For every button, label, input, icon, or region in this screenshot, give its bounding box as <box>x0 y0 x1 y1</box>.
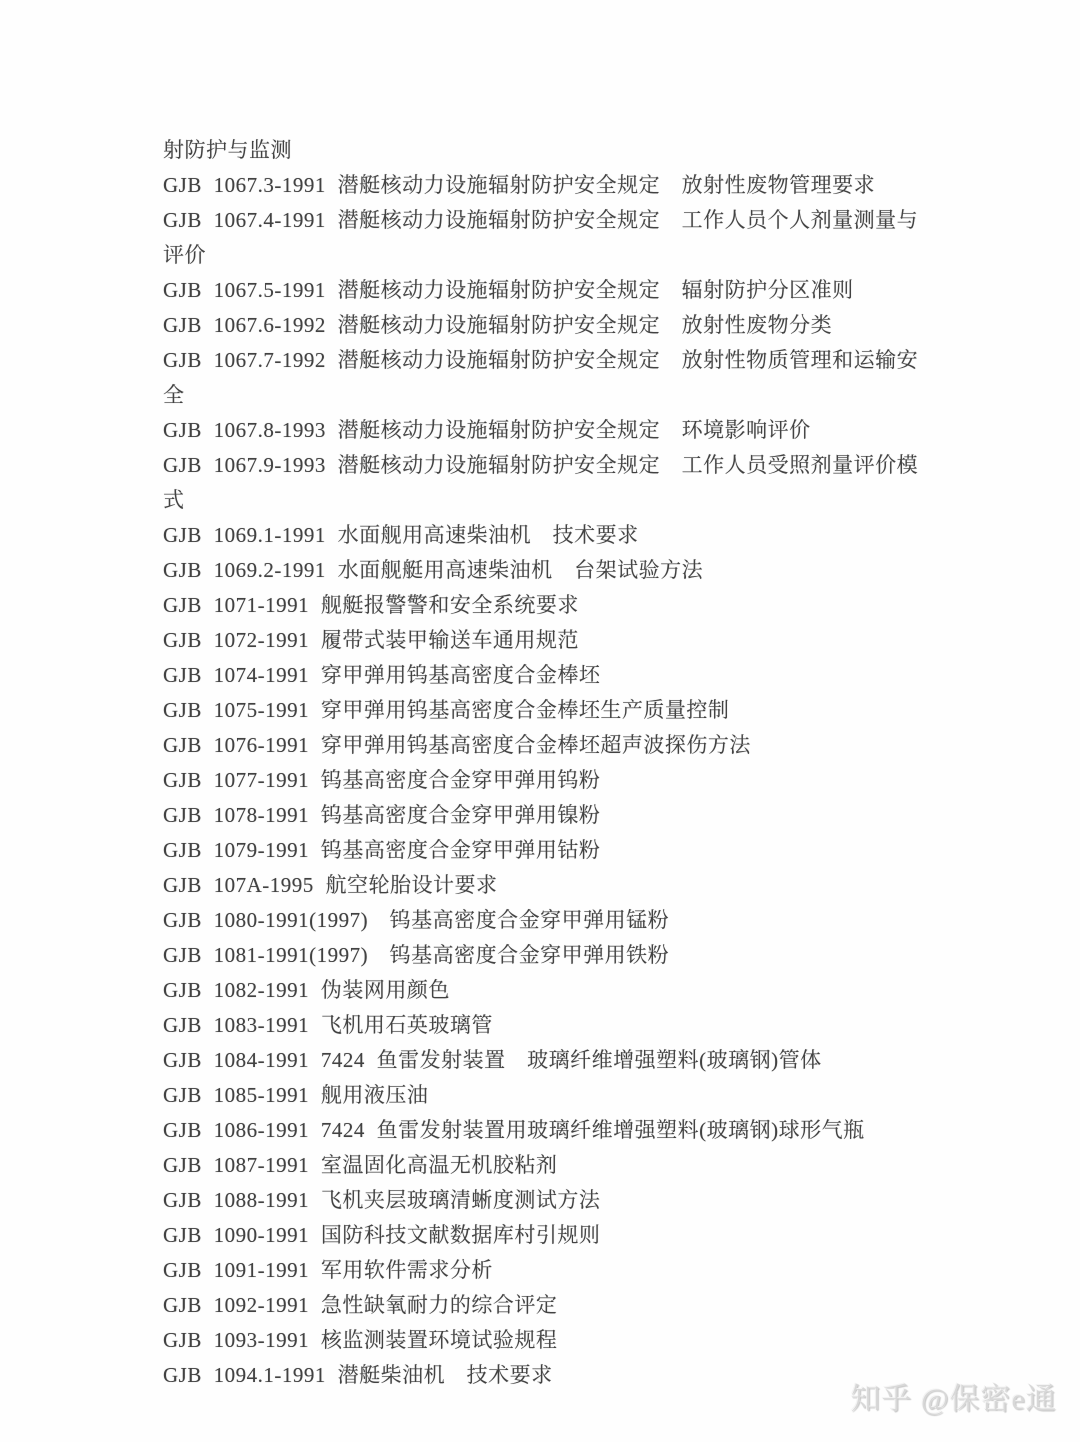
standard-line: GJB 1067.5-1991 潜艇核动力设施辐射防护安全规定 辐射防护分区准则 <box>163 278 854 302</box>
standard-line: 射防护与监测 <box>163 138 292 162</box>
standards-list <box>163 133 973 1393</box>
standard-line: 式 <box>163 488 185 512</box>
standard-line: GJB 1069.2-1991 水面舰艇用高速柴油机 台架试验方法 <box>163 558 704 582</box>
standard-line: GJB 1080-1991(1997) 钨基高密度合金穿甲弹用锰粉 <box>163 908 670 932</box>
standard-line: GJB 1081-1991(1997) 钨基高密度合金穿甲弹用铁粉 <box>163 943 670 967</box>
standard-line: GJB 1092-1991 急性缺氧耐力的综合评定 <box>163 1293 558 1317</box>
standard-line: GJB 1090-1991 国防科技文献数据库村引规则 <box>163 1223 601 1247</box>
standard-line: 评价 <box>163 243 206 267</box>
standard-line: GJB 1078-1991 钨基高密度合金穿甲弹用镍粉 <box>163 803 601 827</box>
standard-line: GJB 1067.6-1992 潜艇核动力设施辐射防护安全规定 放射性废物分类 <box>163 313 833 337</box>
standard-line: GJB 1084-1991 7424 鱼雷发射装置 玻璃纤维增强塑料(玻璃钢)管体 <box>163 1048 822 1072</box>
standard-line: GJB 1086-1991 7424 鱼雷发射装置用玻璃纤维增强塑料(玻璃钢)球形气瓶 <box>163 1118 865 1142</box>
standard-line: GJB 1094.1-1991 潜艇柴油机 技术要求 <box>163 1363 553 1387</box>
standard-line: GJB 1076-1991 穿甲弹用钨基高密度合金棒坯超声波探伤方法 <box>163 733 751 757</box>
standard-line: GJB 1087-1991 室温固化高温无机胶粘剂 <box>163 1153 558 1177</box>
standard-line: GJB 1088-1991 飞机夹层玻璃清蜥度测试方法 <box>163 1188 601 1212</box>
standard-line: GJB 1067.3-1991 潜艇核动力设施辐射防护安全规定 放射性废物管理要求 <box>163 173 876 197</box>
standard-line: GJB 1093-1991 核监测装置环境试验规程 <box>163 1328 558 1352</box>
standard-line: GJB 1069.1-1991 水面舰用高速柴油机 技术要求 <box>163 523 639 547</box>
standard-line: 全 <box>163 383 185 407</box>
standard-line: GJB 1074-1991 穿甲弹用钨基高密度合金棒坯 <box>163 663 601 687</box>
standard-line: GJB 1067.4-1991 潜艇核动力设施辐射防护安全规定 工作人员个人剂量测量与 <box>163 208 919 232</box>
standard-line: GJB 1083-1991 飞机用石英玻璃管 <box>163 1013 493 1037</box>
standard-line: GJB 1091-1991 军用软件需求分析 <box>163 1258 493 1282</box>
standard-line: GJB 1067.7-1992 潜艇核动力设施辐射防护安全规定 放射性物质管理和运输安 <box>163 348 919 372</box>
standard-line: GJB 107A-1995 航空轮胎设计要求 <box>163 873 498 897</box>
standard-line: GJB 1075-1991 穿甲弹用钨基高密度合金棒坯生产质量控制 <box>163 698 730 722</box>
standard-line: GJB 1067.9-1993 潜艇核动力设施辐射防护安全规定 工作人员受照剂量评价模 <box>163 453 919 477</box>
standard-line: GJB 1079-1991 钨基高密度合金穿甲弹用钴粉 <box>163 838 601 862</box>
standard-line: GJB 1071-1991 舰艇报警警和安全系统要求 <box>163 593 579 617</box>
standard-line: GJB 1077-1991 钨基高密度合金穿甲弹用钨粉 <box>163 768 601 792</box>
standard-line: GJB 1067.8-1993 潜艇核动力设施辐射防护安全规定 环境影响评价 <box>163 418 811 442</box>
standard-line: GJB 1085-1991 舰用液压油 <box>163 1083 429 1107</box>
zhihu-watermark: 知乎 @保密e通 <box>850 1383 1057 1416</box>
standard-line: GJB 1072-1991 履带式装甲输送车通用规范 <box>163 628 579 652</box>
standard-line: GJB 1082-1991 伪装网用颜色 <box>163 978 450 1002</box>
